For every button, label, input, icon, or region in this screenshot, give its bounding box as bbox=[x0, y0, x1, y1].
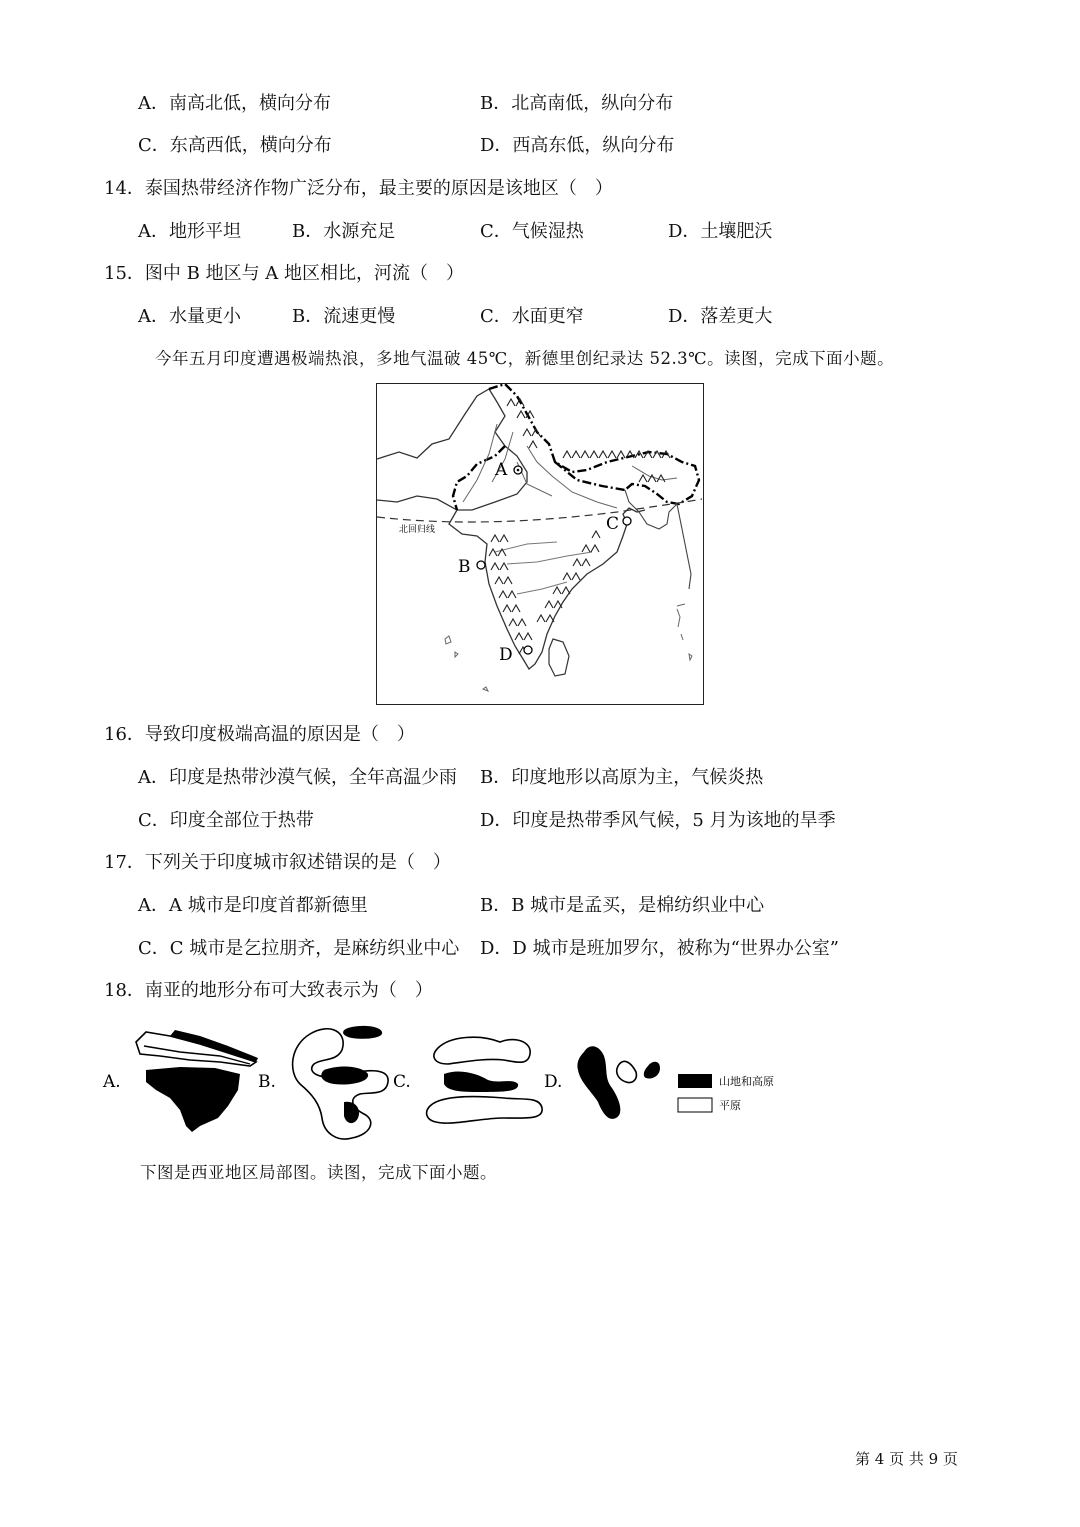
map-label-a: A bbox=[495, 460, 508, 480]
tropic-of-cancer-label: 北回归线 bbox=[399, 525, 436, 535]
q17-option-b: B．B 城市是孟买，是棉纺织业中心 bbox=[480, 895, 765, 916]
q17-stem: 17．下列关于印度城市叙述错误的是（ ） bbox=[104, 852, 451, 873]
fig-c-plain-south bbox=[427, 1096, 543, 1123]
q16-option-b: B．印度地形以高原为主，气候炎热 bbox=[480, 767, 764, 788]
q17-option-d: D．D 城市是班加罗尔，被称为“世界办公室” bbox=[480, 938, 839, 959]
q17-option-a: A．A 城市是印度首都新德里 bbox=[138, 895, 368, 916]
q15-option-b: B．流速更慢 bbox=[292, 306, 396, 327]
q15-option-d: D．落差更大 bbox=[668, 306, 773, 327]
fig-c-plain-north bbox=[434, 1037, 530, 1064]
page-footer: 第 4 页 共 9 页 bbox=[855, 1450, 958, 1468]
map-label-b: B bbox=[458, 557, 471, 577]
westasia-intro: 下图是西亚地区局部图。读图，完成下面小题。 bbox=[140, 1163, 497, 1182]
fig-d-mountain bbox=[577, 1046, 620, 1119]
map-label-d: D bbox=[499, 645, 513, 665]
fig-a-plateau bbox=[146, 1067, 240, 1132]
india-intro: 今年五月印度遭遇极端热浪，多地气温破 45℃，新德里创纪录达 52.3℃。读图，完成下面小题。 bbox=[155, 349, 895, 368]
q14-option-d: D．土壤肥沃 bbox=[668, 221, 773, 242]
q14-stem: 14．泰国热带经济作物广泛分布，最主要的原因是该地区（ ） bbox=[104, 178, 613, 199]
map-label-c: C bbox=[606, 514, 620, 534]
fig-c-mountain bbox=[444, 1072, 518, 1092]
fig-label-b: B. bbox=[258, 1072, 276, 1092]
q16-option-c: C．印度全部位于热带 bbox=[138, 810, 314, 831]
q15-stem: 15．图中 B 地区与 A 地区相比，河流（ ） bbox=[104, 263, 465, 284]
q13-option-c: C．东高西低，横向分布 bbox=[138, 135, 332, 156]
fig-d-mountain-small bbox=[644, 1062, 660, 1079]
q14-option-c: C．气候湿热 bbox=[480, 221, 584, 242]
q16-option-d: D．印度是热带季风气候，5 月为该地的旱季 bbox=[480, 810, 836, 831]
city-d-marker bbox=[524, 646, 532, 654]
q14-option-a: A．地形平坦 bbox=[138, 221, 241, 242]
q13-option-a: A．南高北低，横向分布 bbox=[138, 93, 331, 114]
q17-option-c: C．C 城市是乞拉朋齐，是麻纺织业中心 bbox=[138, 938, 460, 959]
q13-option-d: D．西高东低，纵向分布 bbox=[480, 135, 675, 156]
q16-option-a: A．印度是热带沙漠气候，全年高温少雨 bbox=[138, 767, 457, 788]
legend-plain-swatch bbox=[678, 1098, 712, 1112]
q15-option-a: A．水量更小 bbox=[138, 306, 241, 327]
legend-mountain-label: 山地和高原 bbox=[719, 1075, 774, 1088]
fig-b-plateau bbox=[321, 1067, 368, 1085]
q15-option-c: C．水面更窄 bbox=[480, 306, 584, 327]
fig-label-d: D. bbox=[544, 1072, 563, 1092]
q16-stem: 16．导致印度极端高温的原因是（ ） bbox=[104, 724, 415, 745]
city-c-marker bbox=[623, 517, 631, 525]
q18-stem: 18．南亚的地形分布可大致表示为（ ） bbox=[104, 980, 433, 1001]
legend-mountain-swatch bbox=[678, 1074, 712, 1088]
south-asia-map bbox=[376, 383, 704, 705]
fig-b-ghats bbox=[344, 1102, 359, 1123]
fig-d-plain bbox=[617, 1061, 637, 1082]
city-b-marker bbox=[477, 561, 485, 569]
fig-b-mountain-north bbox=[343, 1026, 382, 1039]
fig-label-a: A. bbox=[103, 1072, 121, 1092]
q14-option-b: B．水源充足 bbox=[292, 221, 396, 242]
q13-option-b: B．北高南低，纵向分布 bbox=[480, 93, 674, 114]
fig-label-c: C. bbox=[393, 1072, 411, 1092]
q18-terrain-figures bbox=[100, 1022, 800, 1147]
legend-plain-label: 平原 bbox=[719, 1099, 741, 1112]
